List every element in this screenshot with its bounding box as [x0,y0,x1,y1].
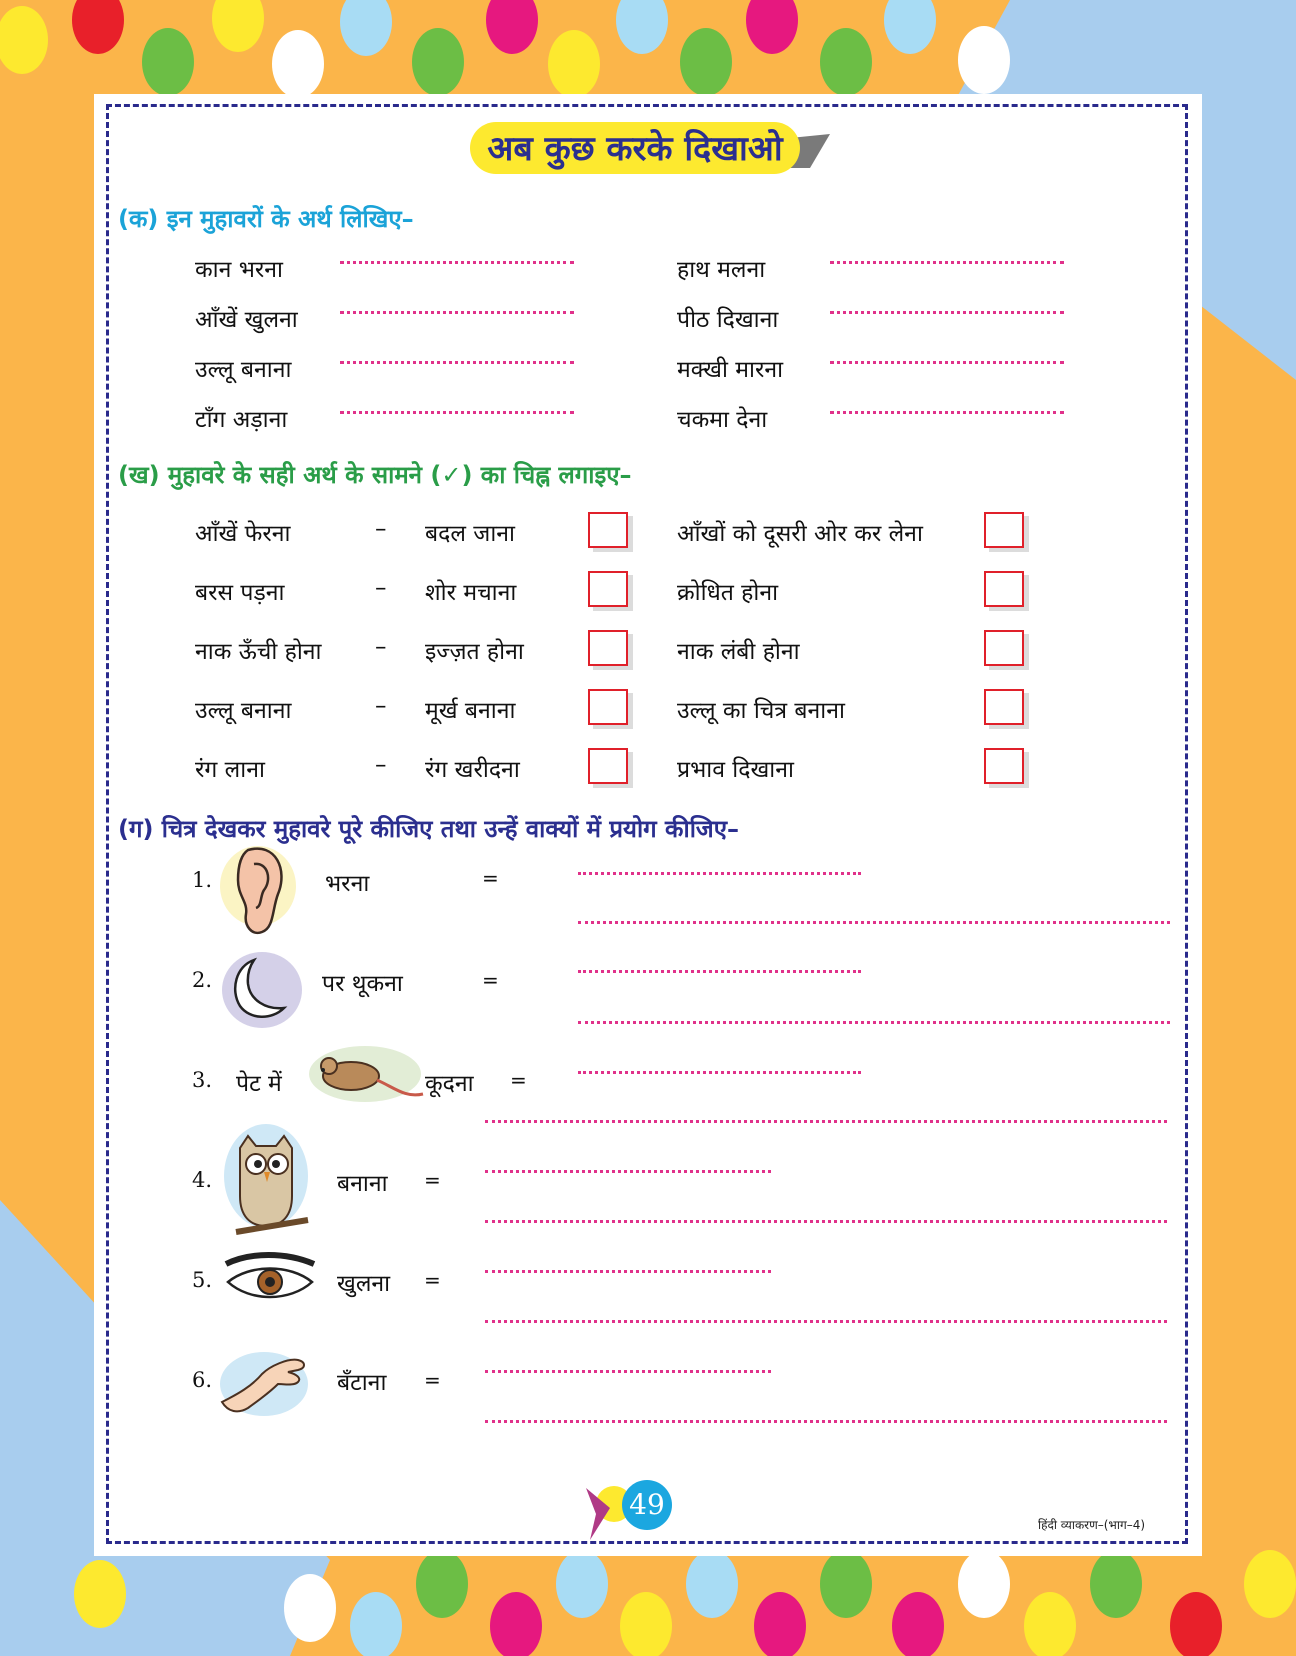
idiom-b-2: बरस पड़ना [195,580,285,606]
page-number: 49 [622,1480,672,1530]
checkbox-option2[interactable] [984,571,1024,607]
checkbox-option1[interactable] [588,571,628,607]
dash: – [375,693,387,719]
answer-line[interactable] [340,311,574,314]
option2-b-2: क्रोधित होना [677,580,779,606]
checkbox-option1[interactable] [588,748,628,784]
item-text-3: कूदना [425,1071,474,1097]
checkbox-option1[interactable] [588,630,628,666]
mouse-icon [305,1040,427,1106]
answer-line[interactable] [485,1170,771,1173]
checkbox-option1[interactable] [588,689,628,725]
answer-line[interactable] [578,1071,861,1074]
checkbox-option1[interactable] [588,512,628,548]
title-banner [470,118,830,180]
item-text-6: बँटाना [337,1370,387,1396]
idiom-a-left-1: कान भरना [195,257,283,283]
item-number: 5. [192,1268,213,1292]
idiom-a-left-2: आँखें खुलना [195,307,298,333]
idiom-b-1: आँखें फेरना [195,521,291,547]
equals-sign: = [424,1268,441,1292]
item-text-2: पर थूकना [322,971,403,997]
item-text-5: खुलना [337,1271,391,1297]
checkbox-option2[interactable] [984,689,1024,725]
option2-b-4: उल्लू का चित्र बनाना [677,698,845,724]
item-text-1: भरना [325,871,370,897]
sentence-line[interactable] [578,921,1170,924]
sentence-line[interactable] [485,1120,1167,1123]
checkbox-option2[interactable] [984,630,1024,666]
idiom-a-left-3: उल्लू बनाना [195,357,292,383]
answer-line[interactable] [485,1270,771,1273]
sentence-line[interactable] [578,1021,1170,1024]
option2-b-3: नाक लंबी होना [677,639,800,665]
equals-sign: = [482,866,499,890]
option1-b-4: मूर्ख बनाना [425,698,516,724]
option2-b-1: आँखों को दूसरी ओर कर लेना [677,521,923,547]
idiom-b-4: उल्लू बनाना [195,698,292,724]
option1-b-3: इज्ज़त होना [425,639,524,665]
item-number: 2. [192,968,213,992]
item-prefix-3: पेट में [236,1071,282,1097]
option2-b-5: प्रभाव दिखाना [677,757,794,783]
item-number: 3. [192,1068,213,1092]
dash: – [375,752,387,778]
answer-line[interactable] [830,411,1064,414]
item-text-4: बनाना [337,1171,388,1197]
equals-sign: = [424,1368,441,1392]
idiom-a-left-4: टाँग अड़ाना [195,407,288,433]
answer-line[interactable] [340,261,574,264]
eye-icon [220,1252,320,1312]
answer-line[interactable] [578,872,861,875]
equals-sign: = [510,1068,527,1092]
dash: – [375,516,387,542]
answer-line[interactable] [830,361,1064,364]
page-ribbon-icon [580,1484,626,1542]
checkbox-option2[interactable] [984,512,1024,548]
idiom-a-right-3: मक्खी मारना [677,357,784,383]
section-a-heading: (क) इन मुहावरों के अर्थ लिखिए– [118,205,414,233]
hand-icon [218,1346,314,1420]
dash: – [375,634,387,660]
checkbox-option2[interactable] [984,748,1024,784]
item-number: 6. [192,1368,213,1392]
option1-b-2: शोर मचाना [425,580,517,606]
ear-icon [218,840,304,940]
section-c-heading: (ग) चित्र देखकर मुहावरे पूरे कीजिए तथा उन्हें वाक्यों में प्रयोग कीजिए– [118,815,739,843]
owl-icon [222,1120,314,1242]
option1-b-5: रंग खरीदना [425,757,520,783]
answer-line[interactable] [578,970,861,973]
moon-icon [220,948,304,1032]
idiom-a-right-4: चकमा देना [677,407,768,433]
option1-b-1: बदल जाना [425,521,515,547]
equals-sign: = [424,1168,441,1192]
footer-book-title: हिंदी व्याकरण–(भाग–4) [1038,1518,1146,1532]
equals-sign: = [482,968,499,992]
dash: – [375,575,387,601]
idiom-b-3: नाक ऊँची होना [195,639,322,665]
item-number: 4. [192,1168,213,1192]
answer-line[interactable] [340,411,574,414]
answer-line[interactable] [340,361,574,364]
sentence-line[interactable] [485,1420,1167,1423]
idiom-a-right-1: हाथ मलना [677,257,766,283]
sentence-line[interactable] [485,1320,1167,1323]
answer-line[interactable] [830,261,1064,264]
idiom-a-right-2: पीठ दिखाना [677,307,779,333]
answer-line[interactable] [830,311,1064,314]
answer-line[interactable] [485,1370,771,1373]
section-b-heading: (ख) मुहावरे के सही अर्थ के सामने (✓) का चिह्न लगाइए– [118,461,632,489]
page-title: अब कुछ करके दिखाओ [487,129,783,169]
idiom-b-5: रंग लाना [195,757,265,783]
sentence-line[interactable] [485,1220,1167,1223]
item-number: 1. [192,868,213,892]
